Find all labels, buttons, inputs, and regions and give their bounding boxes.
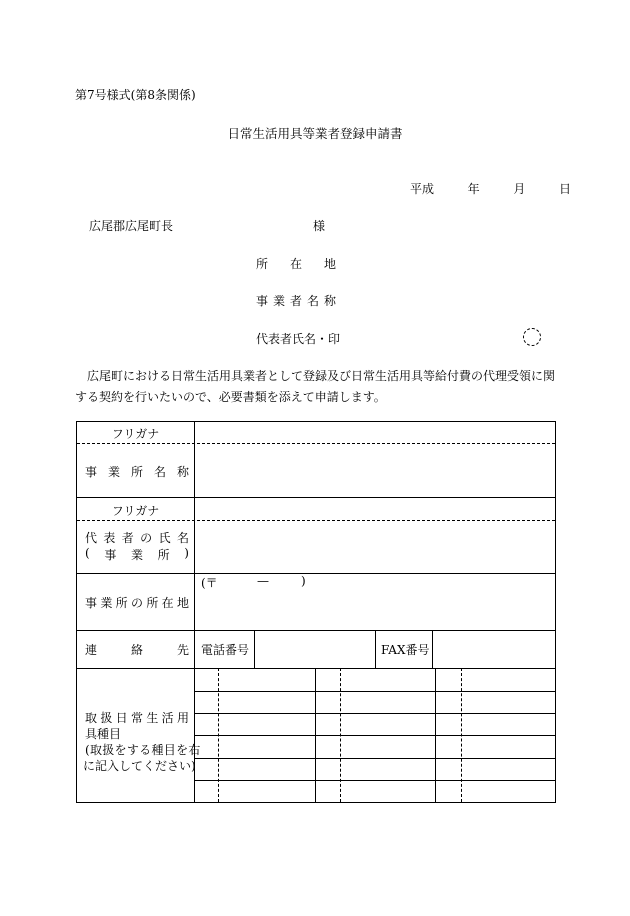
- representative-office-label: ( 事 業 所 ): [85, 546, 189, 562]
- postal-code-open: (〒: [201, 576, 218, 590]
- date-line: [410, 180, 571, 197]
- handled-items-label-2: 具種目: [85, 727, 122, 741]
- fax-number-label: FAX番号: [381, 643, 430, 657]
- date-month: 月: [513, 182, 526, 196]
- postal-code-close: ): [301, 574, 306, 588]
- contact-label: 連 絡 先: [85, 643, 189, 657]
- form-number: 第7号様式(第8条関係): [75, 88, 196, 102]
- date-era: 平成: [410, 182, 435, 196]
- seal-mark-icon: [523, 328, 541, 346]
- application-statement: 広尾町における日常生活用具業者として登録及び日常生活用具等給付費の代理受領に関する契約を行いたいので、必要書類を添えて申請します。: [75, 369, 556, 404]
- office-address-label: 事 業 所 の 所 在 地: [85, 596, 189, 610]
- handled-items-note-2: に記入してください): [83, 759, 196, 773]
- office-name-label: 事 業 所 名 称: [85, 465, 189, 479]
- furigana-label-2: フリガナ: [111, 504, 160, 518]
- representative-name-label: 代 表 者 の 氏 名: [85, 531, 189, 545]
- phone-number-label: 電話番号: [201, 643, 250, 657]
- handled-items-note-1: (取扱をする種目を右: [85, 743, 201, 757]
- postal-code-dash: —: [257, 574, 269, 588]
- furigana-label-1: フリガナ: [111, 427, 160, 441]
- date-year: 年: [467, 182, 480, 196]
- application-table: [76, 421, 556, 803]
- company-name-label: 事 業 者 名 称: [256, 294, 336, 308]
- handled-items-label: 取 扱 日 常 生 活 用: [85, 711, 189, 725]
- representative-label: 代表者氏名・印: [256, 332, 341, 346]
- addressee-name: 広尾郡広尾町長: [89, 219, 174, 233]
- document-title: 日常生活用具等業者登録申請書: [227, 126, 403, 141]
- address-label: 所 在 地: [256, 257, 336, 271]
- addressee-honorific: 様: [313, 219, 326, 233]
- date-day: 日: [559, 182, 572, 196]
